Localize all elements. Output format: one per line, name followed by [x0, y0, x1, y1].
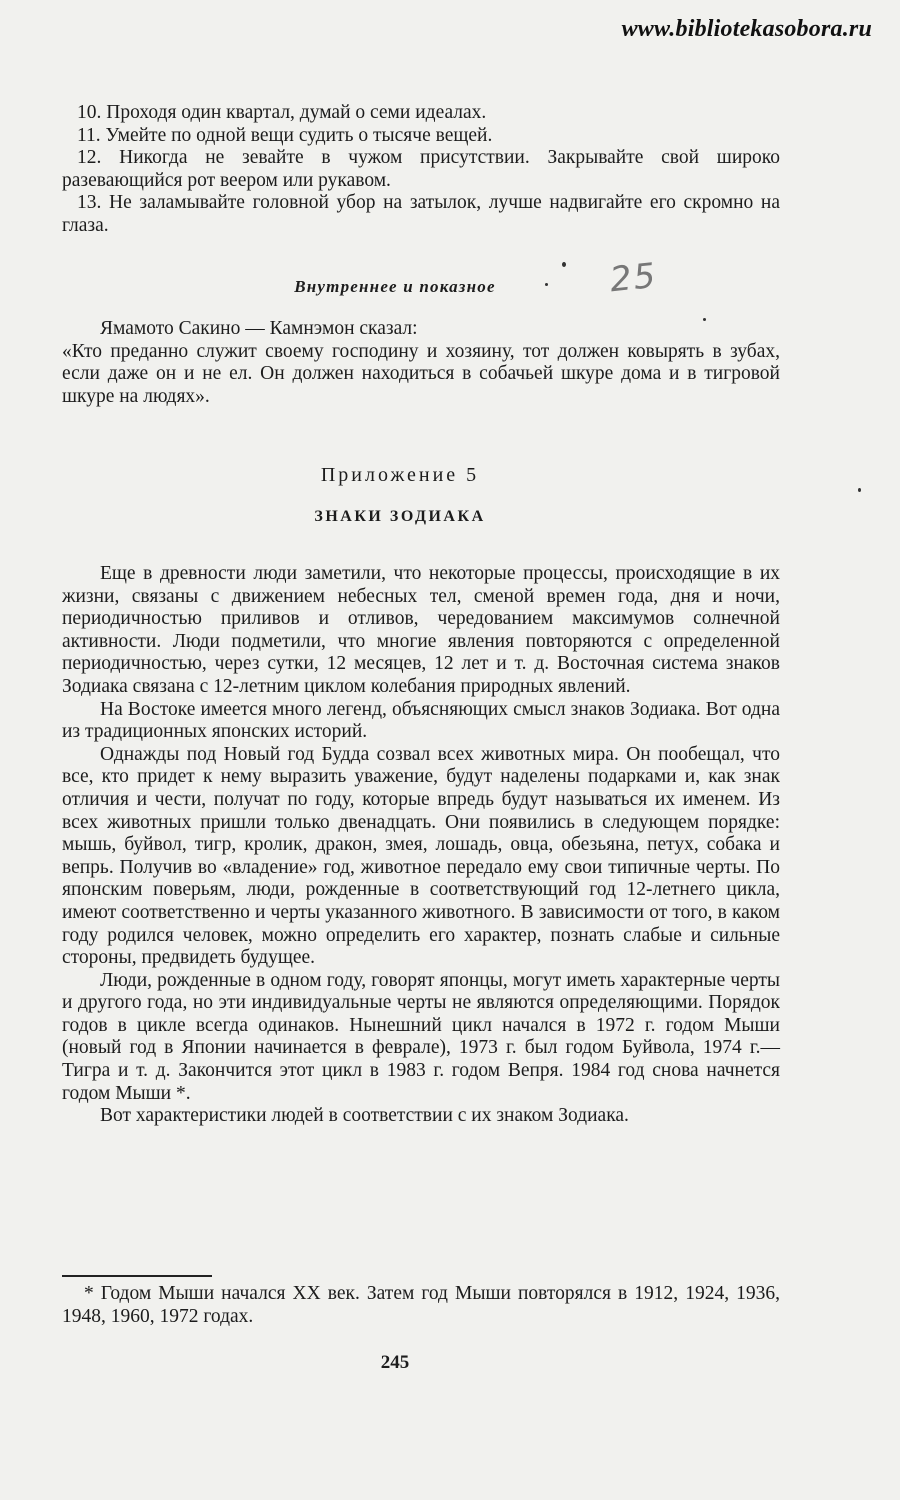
footnote-text: * Годом Мыши начался XX век. Затем год Мыши повторялся в 1912, 1924, 1936, 1948, 1960, 1972 годах. — [62, 1283, 780, 1327]
rules-list — [62, 102, 780, 238]
footnote-block — [62, 1283, 780, 1328]
footnote-divider — [62, 1275, 212, 1277]
list-item: 10. Проходя один квартал, думай о семи идеалах. — [77, 102, 487, 123]
list-item: 11. Умейте по одной вещи судить о тысяче вещей. — [77, 124, 493, 146]
main-text — [62, 563, 780, 1128]
handwritten-page-mark: 25 — [608, 255, 660, 301]
scan-speck — [545, 283, 548, 286]
subsection-title: Внутреннее и показное — [294, 277, 496, 296]
body-paragraph: На Востоке имеется много легенд, объясняющих смысл знаков Зодиака. Вот одна из традиционных японских историй. — [62, 698, 780, 743]
list-item: 13. Не заламывайте головной убор на затылок, лучше надвигайте его скромно на глаза. — [62, 192, 780, 236]
body-paragraph: Однажды под Новый год Будда созвал всех животных мира. Он пообещал, что все, кто придет к нему выразить уважение, будут наделены подарками и, как знак отличия и чести, получат по году, которые впредь будут называться их именем. Из всех животных пришли только двенадцать. Они появились в следующем порядке: мышь, буйвол, тигр, кролик, дракон, змея, лошадь, овца, обезьяна, петух, собака и вепрь. Получив во «владение» год, животное передало ему свои типичные черты. По японским поверьям, люди, рожденные в соответствующий год 12-летнего цикла, имеют соответственно и черты указанного животного. В зависимости от того, в каком году родился человек, можно определить его характер, познать слабые и сильные стороны, предвидеть будущее. — [62, 743, 780, 969]
site-watermark[interactable]: www.bibliotekasobora.ru — [621, 16, 872, 42]
appendix-label: Приложение 5 — [320, 464, 480, 486]
scan-speck — [562, 262, 566, 267]
quote-block — [62, 318, 780, 408]
body-paragraph: Еще в древности люди заметили, что некоторые процессы, происходящие в их жизни, связаны с движением небесных тел, сменой времен года, дня и ночи, периодичностью приливов и отливов, чередованием максимумов солнечной активности. Люди подметили, что многие явления повторяются с определенной периодичностью, через сутки, 12 месяцев, 12 лет и т. д. Восточная система знаков Зодиака связана с 12-летним циклом колебания природных явлений. — [62, 563, 780, 697]
body-paragraph: Вот характеристики людей в соответствии с их знаком Зодиака. — [100, 1105, 629, 1127]
body-paragraph: Люди, рожденные в одном году, говорят японцы, могут иметь характерные черты и другого года, но эти индивидуальные черты не являются определяющими. Порядок годов в цикле всегда одинаков. Нынешний цикл начался в 1972 г. годом Мыши (новый год в Японии начинается в феврале), 1973 г. был годом Буйвола, 1974 г.— Тигра и т. д. Закончится этот цикл в 1983 г. годом Вепря. 1984 год снова начнется годом Мыши *. — [62, 969, 780, 1104]
quote-intro: Ямамото Сакино — Камнэмон сказал: — [100, 318, 418, 339]
scan-speck — [858, 488, 861, 492]
list-item: 12. Никогда не зевайте в чужом присутствии. Закрывайте свой широко разевающийся рот веером или рукавом. — [62, 147, 780, 191]
section-title: ЗНАКИ ЗОДИАКА — [314, 508, 486, 525]
scan-speck — [703, 318, 706, 321]
quote-text: «Кто преданно служит своему господину и хозяину, тот должен ковырять в зубах, если даже он и не ел. Он должен находиться в собачьей шкуре дома и в тигровой шкуре на людях». — [62, 340, 780, 407]
page-number: 245 — [380, 1352, 410, 1373]
